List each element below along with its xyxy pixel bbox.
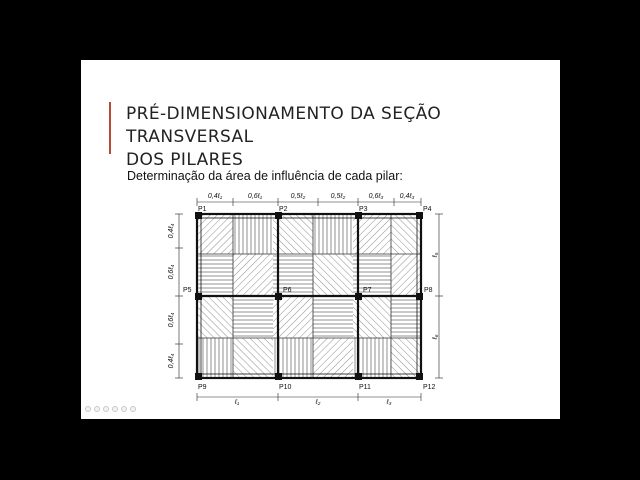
pillar-label: P12 <box>423 384 436 391</box>
dimension-label: ℓ₁ <box>234 399 240 406</box>
next-icon[interactable] <box>94 406 100 412</box>
dimension-label: 0,4ℓ₁ <box>207 193 223 200</box>
title-line-2: DOS PILARES <box>126 150 244 170</box>
slide-subtitle: Determinação da área de influência de cada pilar: <box>127 169 403 183</box>
pillar-label: P8 <box>424 287 433 294</box>
dimension-label: ℓ₃ <box>386 399 392 406</box>
top-dimension-labels <box>208 193 415 200</box>
pen-icon[interactable] <box>103 406 109 412</box>
dimension-label: ℓ₆ <box>432 334 439 340</box>
pillar-label: P2 <box>279 206 288 213</box>
title-accent-bar <box>109 102 111 154</box>
dimension-label: 0,4ℓ₄ <box>168 353 175 369</box>
pillar-label: P11 <box>359 384 371 391</box>
dimension-label: ℓ₂ <box>315 399 321 406</box>
dimension-label: 0,6ℓ₁ <box>247 193 263 200</box>
dimension-label: 0,6ℓ₄ <box>168 264 175 280</box>
dimension-label: 0,4ℓ₃ <box>399 193 415 200</box>
prev-icon[interactable] <box>85 406 91 412</box>
pillar-label: P4 <box>423 206 432 213</box>
dimension-label: ℓ₅ <box>432 252 439 258</box>
dimension-label: 0,5ℓ₂ <box>330 193 346 200</box>
pillar-label: P10 <box>279 384 292 391</box>
pillar-label: P1 <box>198 206 207 213</box>
pillar-label: P7 <box>363 287 372 294</box>
slide-title <box>126 103 546 172</box>
slide <box>81 60 560 419</box>
dimension-label: 0,4ℓ₄ <box>168 223 175 239</box>
dimension-label: 0,6ℓ₃ <box>368 193 384 200</box>
floor-plan-diagram <box>161 186 461 411</box>
pillar-label: P6 <box>283 287 292 294</box>
zoom-icon[interactable] <box>121 406 127 412</box>
dimension-label: 0,5ℓ₂ <box>290 193 306 200</box>
pillar-label: P3 <box>359 206 368 213</box>
title-line-1: PRÉ-DIMENSIONAMENTO DA SEÇÃO TRANSVERSAL <box>126 104 442 147</box>
dimension-label: 0,6ℓ₄ <box>168 312 175 328</box>
more-icon[interactable] <box>130 406 136 412</box>
grid-icon[interactable] <box>112 406 118 412</box>
right-dimension-labels <box>432 252 439 340</box>
left-dimension-labels <box>168 223 175 368</box>
pillar-label: P5 <box>183 287 192 294</box>
pillar-label: P9 <box>198 384 207 391</box>
bottom-dimension-labels <box>234 399 392 406</box>
slideshow-controls <box>85 406 136 412</box>
